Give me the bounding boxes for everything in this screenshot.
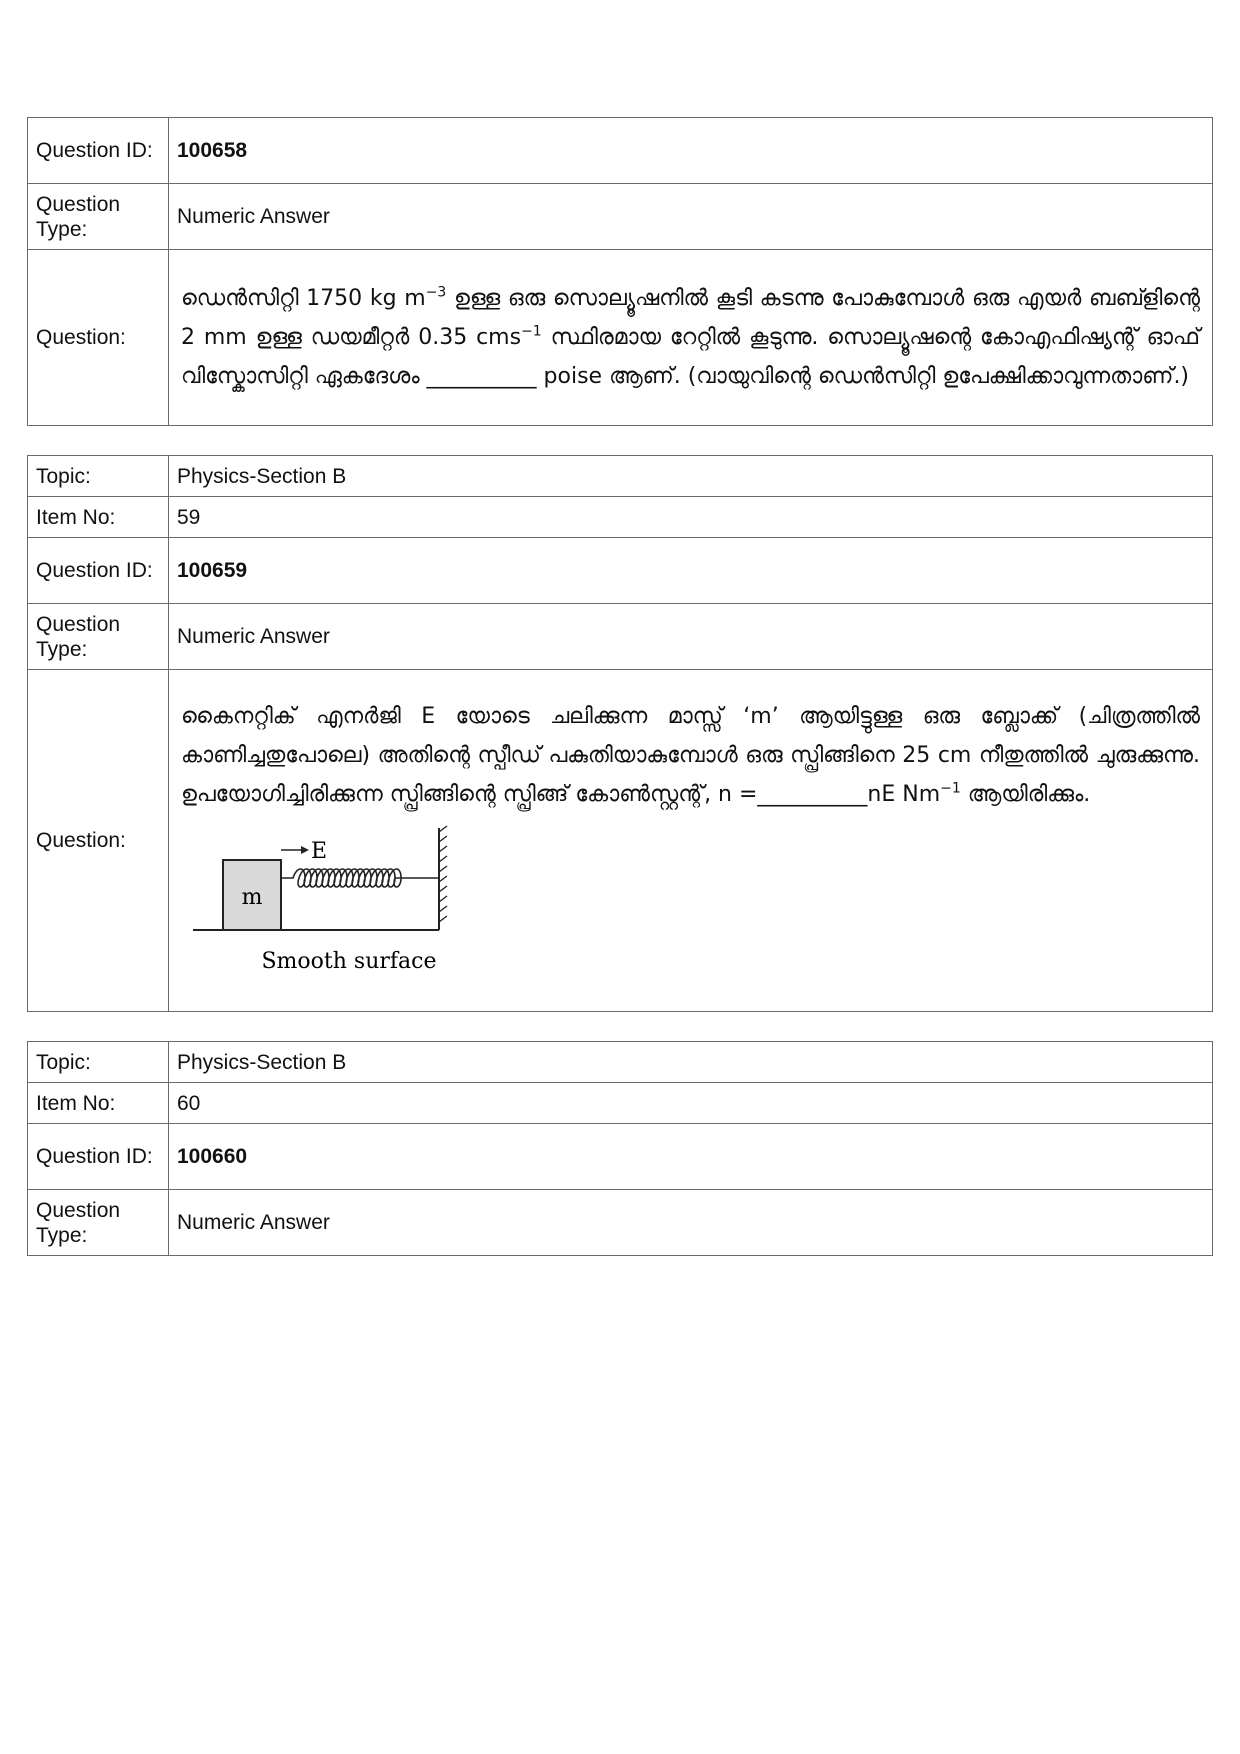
item-no-value: 60 <box>169 1083 1213 1124</box>
question-type-label: Question Type: <box>28 1190 169 1256</box>
topic-label: Topic: <box>28 456 169 497</box>
question-text: കൈനറ്റിക് എനർജി E യോടെ ചലിക്കുന്ന മാസ്സ് ‘m’ ആയിട്ടുള്ള ഒരു ബ്ലോക്ക് (ചിത്രത്തിൽ കാണിച്ചതുപോലെ) അതിന്റെ സ്പീഡ് പകുതിയാകുമ്പോൾ ഒരു സ്പ്രിങ്ങിനെ 25 cm നീതുത്തിൽ ചുരുക്കുന്നു. ഉപയോഗിച്ചിരിക്കുന്ന സ്പ്രിങ്ങിന്റെ സ്പ്രിങ്ങ് കോൺസ്റ്റന്റ്, n =__________nE $Nm^{-1}$ ആയിരിക്കും. m E Smooth surface <box>169 670 1213 1012</box>
arrow-label: E <box>311 839 328 864</box>
question-id-label: Question ID: <box>28 118 169 184</box>
question-type-label: Question Type: <box>28 184 169 250</box>
question-type-value: Numeric Answer <box>169 184 1213 250</box>
wall-hatching <box>439 826 447 922</box>
question-table-100659 <box>27 455 1213 1012</box>
topic-label: Topic: <box>28 1042 169 1083</box>
question-table-100658 <box>27 117 1213 426</box>
question-type-label: Question Type: <box>28 604 169 670</box>
question-id-value: 100660 <box>169 1124 1213 1190</box>
item-no-label: Item No: <box>28 497 169 538</box>
question-label: Question: <box>28 250 169 426</box>
item-no-label: Item No: <box>28 1083 169 1124</box>
question-type-value: Numeric Answer <box>169 1190 1213 1256</box>
question-text: ഡെൻസിറ്റി 1750 kg $m^{-3}$ ഉള്ള ഒരു സൊല്യൂഷനിൽ കൂടി കടന്നു പോകുമ്പോൾ ഒരു എയർ ബബ്ളിന്റെ 2 mm ഉള്ള ഡയമീറ്റർ 0.35 cms$^{-1}$ സ്ഥിരമായ റേറ്റിൽ കൂടുന്നു. സൊല്യൂഷന്റെ കോഎഫിഷ്യന്റ് ഓഫ് വിസ്കോസിറ്റി ഏകദേശം __________ poise ആണ്. (വായുവിന്റെ ഡെൻസിറ്റി ഉപേക്ഷിക്കാവുന്നതാണ്.) <box>169 250 1213 426</box>
velocity-arrowhead <box>301 846 309 854</box>
topic-value: Physics-Section B <box>169 456 1213 497</box>
question-id-label: Question ID: <box>28 538 169 604</box>
block-label: m <box>241 885 263 910</box>
figure-caption: Smooth surface <box>261 949 437 974</box>
question-id-label: Question ID: <box>28 1124 169 1190</box>
item-no-value: 59 <box>169 497 1213 538</box>
question-table-100660 <box>27 1041 1213 1256</box>
spring-coil <box>281 869 439 887</box>
spring-block-figure <box>189 820 489 980</box>
topic-value: Physics-Section B <box>169 1042 1213 1083</box>
question-id-value: 100659 <box>169 538 1213 604</box>
question-id-value: 100658 <box>169 118 1213 184</box>
question-type-value: Numeric Answer <box>169 604 1213 670</box>
question-label: Question: <box>28 670 169 1012</box>
